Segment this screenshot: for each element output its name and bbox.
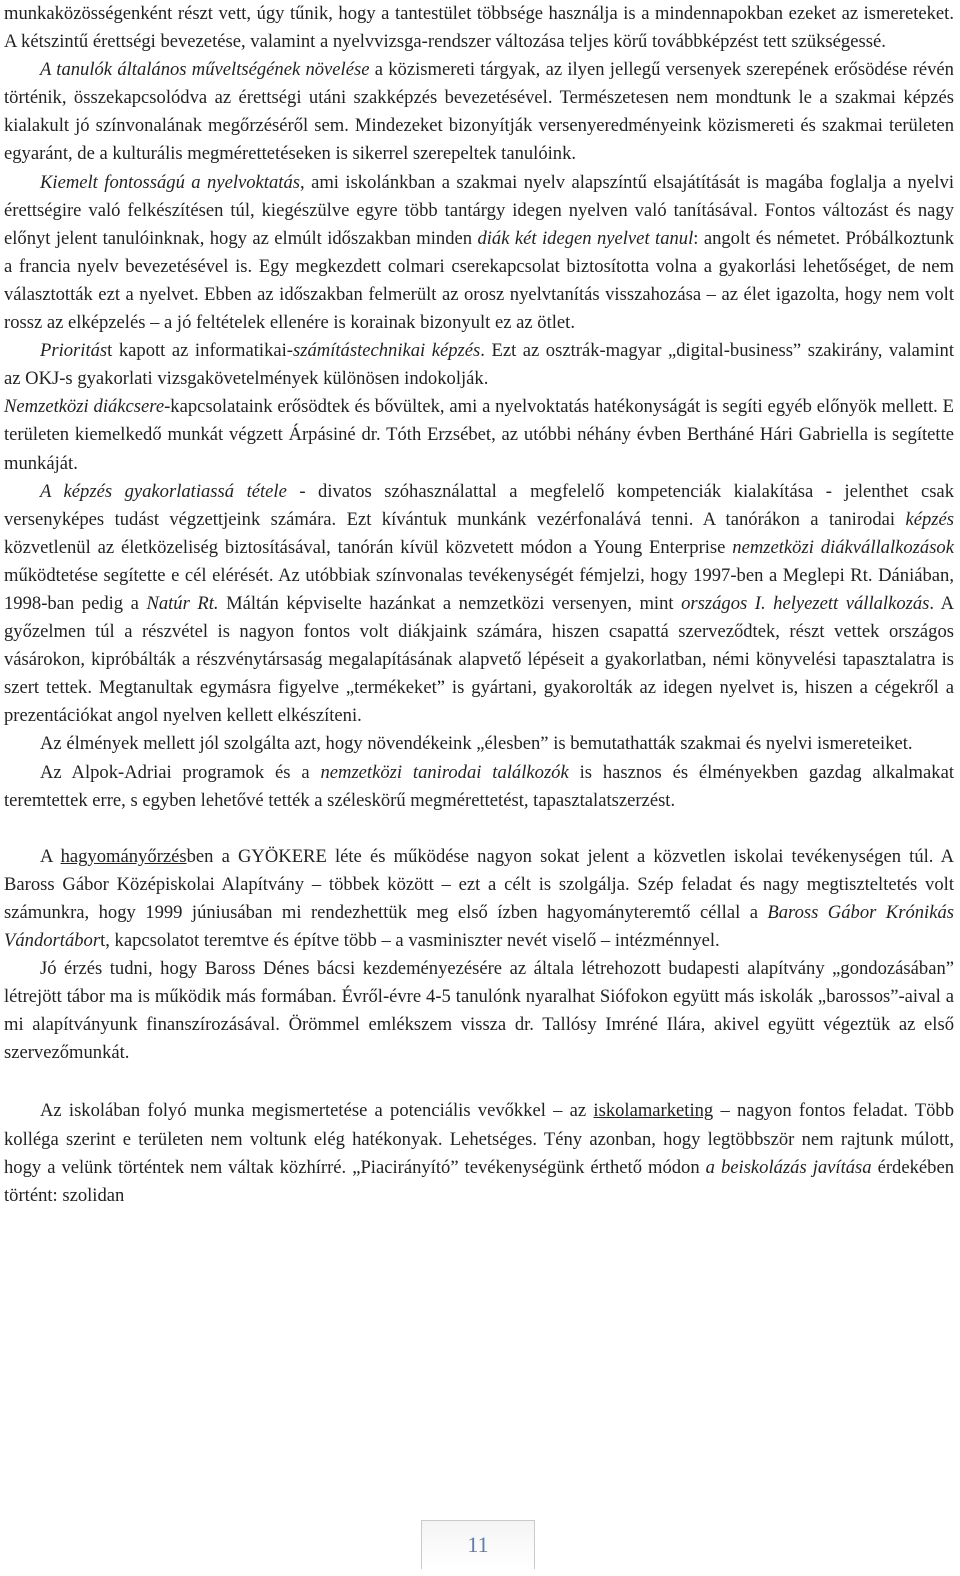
emphasis-text: A tanulók általános műveltségének növelése [40, 59, 370, 81]
text-run: munkaközösségenként részt vett, úgy tűnik, hogy a tantestület többsége használja is a mindennapokban ezeket az ismereteket. A kétszintű érettségi bevezetése, valamint a nyelvvizsga-rendszer változása teljes körű továbbképzést tett szükségessé. [4, 3, 954, 53]
text-run: ben a GYÖKERE léte és működése nagyon sokat jelent a közvetlen iskolai tevékenységen túl. A Baross Gábor Középiskolai Alapítvány – többek között – ezt a célt is szolgálja. Szép feladat és nagy megtiszteltetés volt számunkra, hogy 1999 júniusában mi rendezhettük meg első ízben hagyományteremtő céllal a [4, 845, 954, 923]
paragraph-alpok-adria [4, 759, 954, 815]
paragraph-practical-training [4, 478, 954, 731]
paragraph-experiences [4, 730, 954, 758]
emphasis-text: Natúr Rt. [146, 592, 219, 614]
paragraph-student-exchange [4, 393, 954, 477]
emphasis-text: Nemzetközi diákcsere [4, 396, 165, 418]
text-run: Az iskolában folyó munka megismertetése a potenciális vevőkkel – az [40, 1100, 594, 1122]
text-run: - divatos szóhasználattal a megfelelő kompetenciák kialakítása - jelenthet csak versenyképes tudást végzettjeink számára. Ezt kívántuk munkánk vezérfonalává tenni. A tanórákon a tanirodai [4, 480, 954, 530]
text-run: , ami iskolánkban a szakmai nyelv alapszíntű elsajátítását is magába foglalja a nyelvi érettségire való felkészítésen túl, kiegészülve egyre több tantárgy idegen nyelven való tanításával. Fontos változást és nagy előnyt jelent tanulóinknak, hogy az elmúlt időszakban minden [4, 171, 955, 249]
text-run: t, kapcsolatot teremtve és építve több – a vasminiszter nevét viselő – intézménnyel. [100, 930, 720, 951]
paragraph-continuation [4, 0, 954, 56]
text-run: Máltán képviselte hazánkat a nemzetközi versenyen, mint [218, 592, 682, 614]
text-run: működtetése segítette e cél elérését. Az utóbbiak színvonalas tevékenységét fémjelzi, hogy 1997-ben a Meglepi Rt. Dániában, 1998-ban pedig a [4, 564, 954, 614]
text-run: közvetlenül az életközeliség biztosításával, tanórán kívül közvetett módon a Young Enterprise [4, 536, 733, 558]
text-run: t kapott az informatikai- [107, 340, 294, 362]
emphasis-text: diák két idegen nyelvet tanul [477, 227, 694, 249]
emphasis-text: számítástechnikai képzés [293, 340, 481, 362]
text-run: Az élmények mellett jól szolgálta azt, hogy növendékeink „élesben” is bemutathatták szakmai és nyelvi ismereteiket. [40, 733, 913, 755]
text-run: Az Alpok-Adriai programok és a [40, 761, 321, 783]
text-run: : angolt és németet. Próbálkoztunk a francia nyelv bevezetésével is. Egy megkezdett colmari cserekapcsolat biztosította volna a gyakorlási lehetőséget, de nem választották ezt a nyelvet. Ebben az időszakban felmerült az orosz nyelvtanítás visszahozása – az élet igazolta, hogy nem volt rossz az elképzelés – a jó feltételek ellenére is korainak bizonyult ez az ötlet. [4, 227, 954, 334]
text-run: – nagyon fontos feladat. Több kolléga szerint e területen nem voltunk elég hatékonyak. Lehetséges. Tény azonban, hogy legtöbbször nem rajtunk múlott, hogy a velünk történtek nem váltak közhírré. „Piacirányító” tevékenységünk érthető módon [4, 1100, 954, 1178]
emphasis-text: A képzés gyakorlatiassá tétele [40, 480, 287, 502]
page-number: 11 [467, 1532, 489, 1557]
text-run: . Ezt az osztrák-magyar „digital-business” szakirány, valamint az OKJ-s gyakorlati vizsgakövetelmények különösen indokolják. [4, 340, 954, 390]
paragraph-it-priority [4, 337, 954, 393]
text-run: Jó érzés tudni, hogy Baross Dénes bácsi kezdeményezésére az általa létrehozott budapesti alapítvány „gondozásában” létrejött tábor ma is működik más formában. Évről-évre 4-5 tanulónk nyaralhat Siófokon együtt más iskolák „barossos”-aival a mi alapítványunk finanszírozásával. Örömmel emlékszem vissza dr. Tallósy Imréné Ilára, akivel együtt végeztük az első szervezőmunkát. [4, 958, 954, 1064]
emphasis-text: képzés [905, 508, 954, 530]
paragraph-baross-camp [4, 955, 954, 1067]
emphasis-text: országos I. helyezett vállalkozás [681, 592, 930, 614]
underlined-text: hagyományőrzés [60, 845, 187, 867]
emphasis-text: Baross Gábor Krónikás Vándortábor [4, 901, 954, 951]
emphasis-text: a beiskolázás javítása [705, 1156, 872, 1178]
emphasis-text: Kiemelt fontosságú a nyelvoktatás [40, 171, 300, 193]
text-run: is hasznos és élményekben gazdag alkalmakat teremtettek erre, s egyben lehetővé tették a széleskörű megmérettetést, tapasztalatszerzést. [4, 761, 954, 811]
emphasis-text: nemzetközi tanirodai találkozók [320, 761, 569, 783]
text-run: -kapcsolataink erősödtek és bővültek, ami a nyelvoktatás hatékonyságát is segíti egyéb előnyök mellett. E területen kiemelkedő munkát végzett Árpásiné dr. Tóth Erzsébet, az utóbbi néhány évben Bertháné Hári Gabriella is segítette munkáját. [4, 396, 954, 474]
emphasis-text: Prioritás [40, 340, 108, 362]
text-run: . A győzelmen túl a részvétel is nagyon fontos volt diákjaink számára, hiszen csapattá szerveződtek, részt vettek országos vásárokon, kipróbálták a részvénytársaság megalapításának alapvető lépéseit a gyakorlatban, némi könyvelési tapasztalatra is szert tettek. Megtanultak egymásra figyelve „termékeket” is gyártani, gyakorolták az idegen nyelvet is, hiszen a cégekről a prezentációkat angol nyelven kellett elkészíteni. [4, 592, 955, 727]
document-page [4, 0, 954, 1210]
underlined-text: iskolamarketing [593, 1100, 714, 1122]
paragraph-language-teaching [4, 169, 954, 338]
emphasis-text: nemzetközi diákvállalkozások [732, 536, 954, 558]
text-run: A [40, 845, 61, 867]
paragraph-general-education [4, 56, 954, 168]
paragraph-tradition [4, 843, 954, 955]
text-run: érdekében történt: szolidan [4, 1156, 954, 1206]
paragraph-school-marketing [4, 1097, 954, 1209]
text-run: a közismereti tárgyak, az ilyen jellegű versenyek szerepének erősödése révén történik, összekapcsolódva az érettségi utáni szakképzés bevezetésével. Természetesen nem mondtunk le a szakmai képzés kialakult jó színvonalának megőrzéséről sem. Mindezeket bizonyítják versenyeredményeink közismereti és szakmai területen egyaránt, de a kulturális megmérettetéseken is sikerrel szerepeltek tanulóink. [4, 59, 954, 165]
page-number-box [421, 1520, 535, 1569]
